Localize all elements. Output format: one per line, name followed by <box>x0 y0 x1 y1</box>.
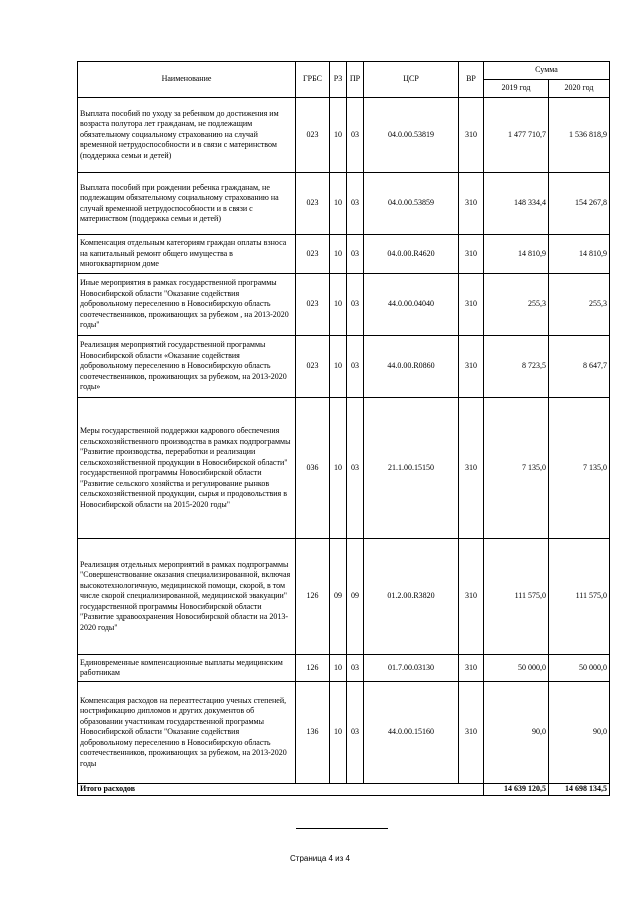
table-row <box>78 336 610 398</box>
row-vr: 310 <box>459 398 484 539</box>
header-rz: РЗ <box>330 62 347 98</box>
row-rz: 10 <box>330 173 347 235</box>
row-grbs: 036 <box>296 398 330 539</box>
row-vr: 310 <box>459 98 484 173</box>
row-vr: 310 <box>459 235 484 274</box>
row-2019: 7 135,0 <box>484 398 549 539</box>
row-vr: 310 <box>459 274 484 336</box>
row-csr: 44.0.00.R0860 <box>364 336 459 398</box>
total-2019: 14 639 120,5 <box>484 784 549 796</box>
row-pr: 03 <box>347 235 364 274</box>
row-pr: 03 <box>347 682 364 784</box>
row-vr: 310 <box>459 173 484 235</box>
row-csr: 04.0.00.R4620 <box>364 235 459 274</box>
row-name: Выплата пособий по уходу за ребенком до достижения им возраста полутора лет гражданам, не подлежащим обязательному социальному страхованию на случай временной нетрудоспособности и в связи с материнством (поддержка семьи и детей) <box>78 98 296 173</box>
row-vr: 310 <box>459 655 484 682</box>
row-name: Меры государственной поддержки кадрового обеспечения сельскохозяйственного производства в рамках подпрограммы "Развитие производства, переработки и реализации сельскохозяйственной продукции в Новосибирской области" государственной программы Новосибирской области "Развитие сельского хозяйства и регулирование рынков сельскохозяйственной продукции, сырья и продовольствия в Новосибирской области на 2015-2020 годы" <box>78 398 296 539</box>
row-grbs: 023 <box>296 336 330 398</box>
footer-divider <box>296 828 388 829</box>
row-pr: 03 <box>347 655 364 682</box>
row-rz: 10 <box>330 398 347 539</box>
row-name: Единовременные компенсационные выплаты медицинским работникам <box>78 655 296 682</box>
row-grbs: 126 <box>296 539 330 655</box>
table-row <box>78 398 610 539</box>
header-pr: ПР <box>347 62 364 98</box>
row-grbs: 023 <box>296 274 330 336</box>
table-row <box>78 274 610 336</box>
row-pr: 03 <box>347 173 364 235</box>
row-2020: 90,0 <box>549 682 610 784</box>
total-2020: 14 698 134,5 <box>549 784 610 796</box>
row-2020: 50 000,0 <box>549 655 610 682</box>
row-rz: 10 <box>330 235 347 274</box>
table-row <box>78 655 610 682</box>
row-rz: 10 <box>330 655 347 682</box>
header-name: Наименование <box>78 62 296 98</box>
table-body <box>78 98 610 784</box>
row-2019: 8 723,5 <box>484 336 549 398</box>
row-2020: 255,3 <box>549 274 610 336</box>
row-2020: 154 267,8 <box>549 173 610 235</box>
total-label: Итого расходов <box>78 784 484 796</box>
row-grbs: 023 <box>296 235 330 274</box>
row-2019: 111 575,0 <box>484 539 549 655</box>
row-pr: 03 <box>347 398 364 539</box>
row-name: Компенсация расходов на переаттестацию ученых степеней, нострификацию дипломов и других документов об образовании участникам государственной программы Новосибирской области "Оказание содействия добровольному переселению в Новосибирскую область соотечественников, проживающих за рубежом, на 2013-2020 годы <box>78 682 296 784</box>
row-csr: 44.0.00.15160 <box>364 682 459 784</box>
row-pr: 03 <box>347 98 364 173</box>
row-rz: 10 <box>330 98 347 173</box>
row-pr: 09 <box>347 539 364 655</box>
row-rz: 10 <box>330 682 347 784</box>
row-csr: 21.1.00.15150 <box>364 398 459 539</box>
row-vr: 310 <box>459 539 484 655</box>
row-vr: 310 <box>459 336 484 398</box>
row-csr: 04.0.00.53819 <box>364 98 459 173</box>
row-rz: 10 <box>330 336 347 398</box>
row-name: Реализация отдельных мероприятий в рамках подпрограммы "Совершенствование оказания специализированной, включая высокотехнологичную, медицинской помощи, скорой, в том числе скорой специализированной, медицинской эвакуации" государственной программы Новосибирской области "Развитие здравоохранения Новосибирской области на 2013-2020 годы" <box>78 539 296 655</box>
header-grbs: ГРБС <box>296 62 330 98</box>
row-2020: 111 575,0 <box>549 539 610 655</box>
table-row <box>78 98 610 173</box>
row-rz: 10 <box>330 274 347 336</box>
row-csr: 01.2.00.R3820 <box>364 539 459 655</box>
row-csr: 01.7.00.03130 <box>364 655 459 682</box>
table-row <box>78 235 610 274</box>
row-2020: 14 810,9 <box>549 235 610 274</box>
row-grbs: 126 <box>296 655 330 682</box>
row-2019: 14 810,9 <box>484 235 549 274</box>
table-row <box>78 682 610 784</box>
header-2020: 2020 год <box>549 80 610 98</box>
row-name: Иные мероприятия в рамках государственной программы Новосибирской области "Оказание содействия добровольному переселению в Новосибирскую область соотечественников, проживающих за рубежом , на 2013-2020 годы" <box>78 274 296 336</box>
row-2020: 7 135,0 <box>549 398 610 539</box>
row-2020: 1 536 818,9 <box>549 98 610 173</box>
table-row <box>78 173 610 235</box>
row-2019: 50 000,0 <box>484 655 549 682</box>
budget-table <box>77 61 610 796</box>
total-row <box>78 784 610 796</box>
header-2019: 2019 год <box>484 80 549 98</box>
row-csr: 44.0.00.04040 <box>364 274 459 336</box>
header-sum: Сумма <box>484 62 610 80</box>
row-grbs: 023 <box>296 98 330 173</box>
row-name: Реализация мероприятий государственной программы Новосибирской области «Оказание содействия добровольному переселению в Новосибирскую область соотечественников, проживающих за рубежом, на 2013-2020 годы» <box>78 336 296 398</box>
row-2019: 1 477 710,7 <box>484 98 549 173</box>
header-csr: ЦСР <box>364 62 459 98</box>
row-pr: 03 <box>347 274 364 336</box>
row-name: Выплата пособий при рождении ребенка гражданам, не подлежащим обязательному социальному страхованию на случай временной нетрудоспособности и в связи с материнством (поддержка семьи и детей) <box>78 173 296 235</box>
row-vr: 310 <box>459 682 484 784</box>
row-2019: 255,3 <box>484 274 549 336</box>
header-vr: ВР <box>459 62 484 98</box>
row-grbs: 136 <box>296 682 330 784</box>
row-name: Компенсация отдельным категориям граждан оплаты взноса на капитальный ремонт общего имущества в многоквартирном доме <box>78 235 296 274</box>
table-row <box>78 539 610 655</box>
row-csr: 04.0.00.53859 <box>364 173 459 235</box>
row-grbs: 023 <box>296 173 330 235</box>
row-2019: 90,0 <box>484 682 549 784</box>
row-2019: 148 334,4 <box>484 173 549 235</box>
row-2020: 8 647,7 <box>549 336 610 398</box>
row-rz: 09 <box>330 539 347 655</box>
page-number: Страница 4 из 4 <box>290 854 350 863</box>
row-pr: 03 <box>347 336 364 398</box>
